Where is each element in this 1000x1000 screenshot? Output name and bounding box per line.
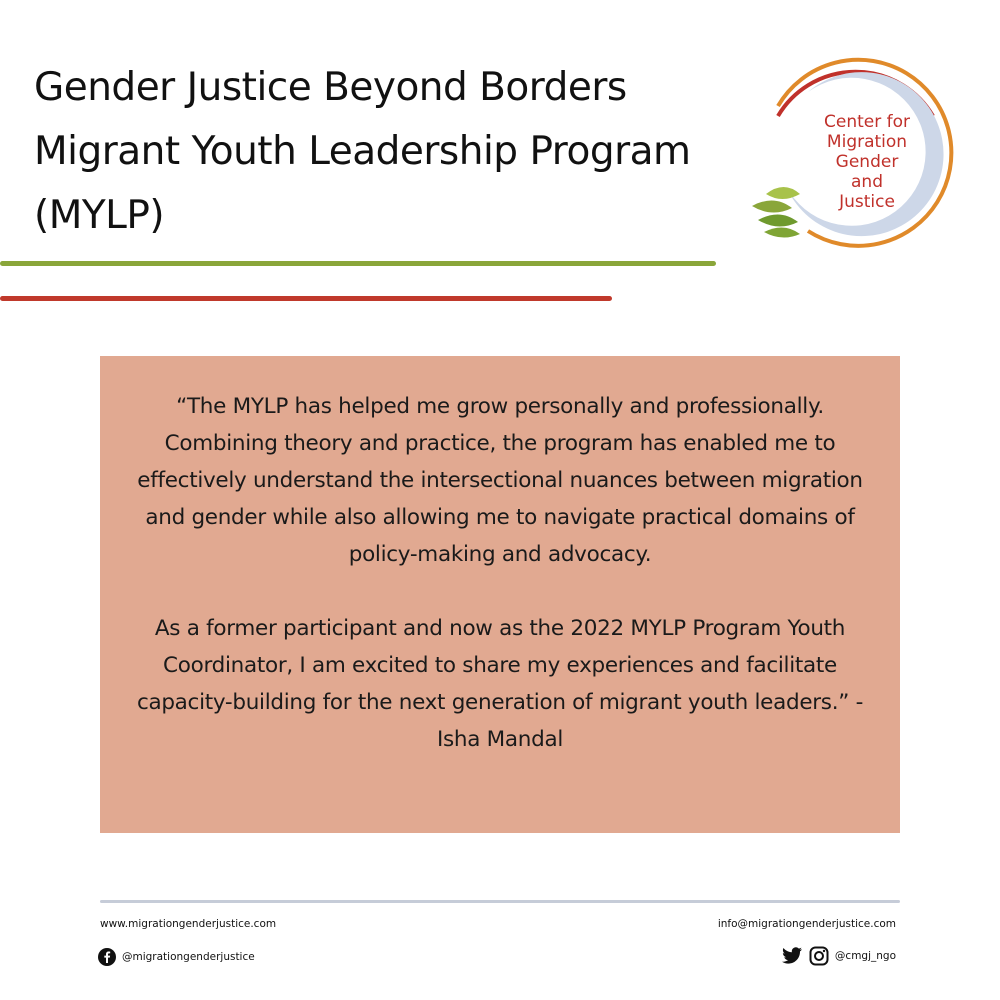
- website-link[interactable]: www.migrationgenderjustice.com: [100, 918, 277, 930]
- facebook-handle: @migrationgenderjustice: [122, 951, 255, 963]
- footer-divider: [100, 900, 900, 903]
- twitter-instagram-handle: @cmgj_ngo: [834, 950, 896, 962]
- leaf-icon: [752, 187, 800, 238]
- quote-paragraph-2: As a former participant and now as the 2022 MYLP Program Youth Coordinator, I am excited to share my experiences and facilitate capacity-building for the next generation of migrant youth leaders.” - Isha Mandal: [136, 616, 864, 752]
- red-divider: [0, 296, 612, 301]
- email-link[interactable]: info@migrationgenderjustice.com: [717, 918, 896, 930]
- page-title: [34, 56, 754, 248]
- logo-line-5: Justice: [839, 192, 895, 212]
- logo-text: [800, 112, 934, 212]
- instagram-icon[interactable]: [809, 946, 829, 966]
- testimonial-quote: [118, 388, 882, 758]
- title-line-1: Gender Justice Beyond Borders: [34, 65, 627, 110]
- green-divider: [0, 261, 716, 266]
- twitter-icon[interactable]: [781, 947, 803, 965]
- twitter-instagram-social[interactable]: [781, 946, 896, 966]
- logo-line-4: and: [851, 172, 883, 192]
- logo-line-2: Migration: [826, 132, 908, 152]
- logo-line-1: Center for: [824, 112, 910, 132]
- title-line-2: Migrant Youth Leadership Program: [34, 129, 691, 174]
- logo-line-3: Gender: [835, 152, 899, 172]
- title-line-3: (MYLP): [34, 193, 165, 238]
- facebook-icon[interactable]: [98, 948, 116, 966]
- facebook-social[interactable]: [98, 948, 255, 966]
- quote-paragraph-1: “The MYLP has helped me grow personally and professionally. Combining theory and practice, the program has enabled me to effectively understand the intersectional nuances between migration and gender while also allowing me to navigate practical domains of policy-making and advocacy.: [137, 394, 863, 567]
